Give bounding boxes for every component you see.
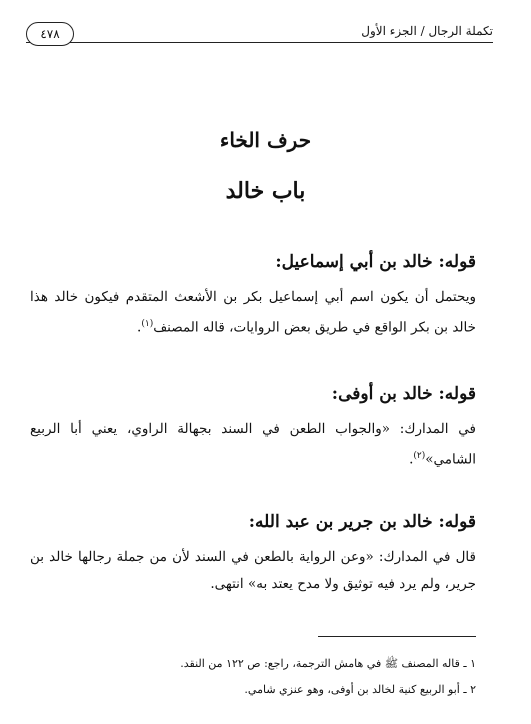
footnotes [30,651,476,703]
section-heading: قوله: خالد بن أبي إسماعيل: [275,252,476,272]
section-body-text: قال في المدارك: «وعن الرواية بالطعن في السند لأن من جملة رجالها خالد بن جرير، ولم يرد فيه توثيق ولا مدح يعتد به» انتهى. [30,549,476,592]
section-khalid-ibn-jarir [30,512,476,598]
footnote-ref-2[interactable]: (٢) [413,451,426,461]
chapter-heading: باب خالد [225,178,306,204]
section-heading: قوله: خالد بن جرير بن عبد الله: [248,512,476,532]
section-body: ويحتمل أن يكون اسم أبي إسماعيل بكر بن الأشعث المتقدم فيكون خالد هذا خالد بن بكر الواقع في طريق بعض الروايات، قاله المصنف$^{(١)}$. [30,289,476,336]
section-body-text: ويحتمل أن يكون اسم أبي إسماعيل بكر بن الأشعث المتقدم فيكون خالد هذا خالد بن بكر الواقع في طريق بعض الروايات، قاله المصنف [30,289,476,336]
section-heading: قوله: خالد بن أوفى: [331,384,476,404]
footnote-2: ٢ ـ أبو الربيع كنية لخالد بن أوفى، وهو عنزي شامي. [244,683,476,696]
footnote-ref-1[interactable]: (١) [141,319,154,329]
footnote-1: ١ ـ قاله المصنف ﷺ في هامش الترجمة، راجع: ص ١٢٢ من النقد. [180,657,476,670]
page-header [26,22,493,44]
footnote-rule [318,636,476,637]
header-rule [26,42,493,43]
section-body-text: في المدارك: «والجواب الطعن في السند بجهالة الراوي، يعني أبا الربيع الشامي» [30,421,476,468]
book-title: تكملة الرجال / الجزء الأول [361,24,493,38]
section-body [30,544,476,598]
letter-heading: حرف الخاء [219,128,312,152]
page-number: ٤٧٨ [26,22,74,46]
section-khalid-ibn-awfa [30,384,476,474]
section-khalid-ibn-abi-ismail [30,252,476,342]
section-body: في المدارك: «والجواب الطعن في السند بجهالة الراوي، يعني أبا الربيع الشامي»$^{(٢)}$. [30,421,476,468]
